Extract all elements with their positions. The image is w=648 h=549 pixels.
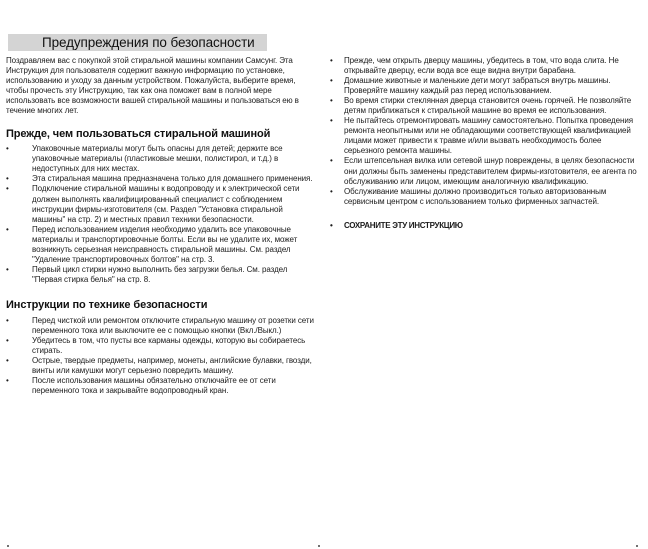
scan-dot-mark xyxy=(7,545,9,547)
bullet-icon: • xyxy=(6,356,9,366)
bullet-icon: • xyxy=(330,56,333,65)
save-instructions-notice: • СОХРАНИТЕ ЭТУ ИНСТРУКЦИЮ xyxy=(330,220,463,230)
bullet-icon: • xyxy=(6,376,9,386)
list-item: • Первый цикл стирки нужно выполнить без загрузки белья. См. раздел "Первая стирка белья" на стр. 8. xyxy=(6,264,288,284)
right-column xyxy=(330,56,642,231)
bullet-icon: • xyxy=(330,156,333,166)
bullet-icon: • xyxy=(6,174,9,184)
intro-paragraph: Поздравляем вас с покупкой этой стиральной машины компании Самсунг. Эта Инструкция для пользователя содержит важную информацию по установке, использованию и уходу за данным устройством. Пожалуйста, выберите время, чтобы прочесть эту Инструкцию, так как она поможет вам в полной мере использовать все возможности вашей стиральной машины и пользоваться ею в течение многих лет. xyxy=(6,56,299,116)
safety-list xyxy=(6,316,317,396)
bullet-icon: • xyxy=(6,264,9,274)
list-item: • Перед чисткой или ремонтом отключите стиральную машину от розетки сети переменного тока или выключите ее с помощью кнопки (Вкл./Выкл.) xyxy=(6,315,314,335)
bullet-icon: • xyxy=(330,220,333,230)
list-item: • Острые, твердые предметы, например, монеты, английские булавки, гвозди, винты или камушки могут серьезно повредить машину. xyxy=(6,356,312,376)
bullet-icon: • xyxy=(6,315,9,325)
bullet-icon: • xyxy=(330,186,333,196)
list-item: • После использования машины обязательно отключайте ее от сети переменного тока и закрывайте водопроводный кран. xyxy=(6,376,276,396)
bullet-icon: • xyxy=(330,96,333,106)
list-item: • Не пытайтесь отремонтировать машину самостоятельно. Попытка проведения ремонта неопытными или не обладающими соответствующей квалификацией лицами может привести к травме и/или вызвать необходимость более серьезного ремонта машины. xyxy=(330,116,633,156)
bullet-icon: • xyxy=(330,116,333,126)
list-item: • Убедитесь в том, что пусты все карманы одежды, которую вы собираетесь стирать. xyxy=(6,336,306,356)
before-use-list xyxy=(6,144,317,285)
scan-dot-mark xyxy=(636,545,638,547)
list-item: • Прежде, чем открыть дверцу машины, убедитесь в том, что вода слита. Не открывайте дверцу, если вода все еще видна внутри барабана. xyxy=(330,56,619,76)
section-heading-before-use: Прежде, чем пользоваться стиральной машиной xyxy=(6,128,271,141)
scan-dot-mark xyxy=(318,545,320,547)
bullet-icon: • xyxy=(330,76,333,86)
left-column xyxy=(6,56,317,396)
list-item: • Домашние животные и маленькие дети могут забраться внутрь машины. Проверяйте машину каждый раз перед использованием. xyxy=(330,76,611,96)
list-item: • Во время стирки стеклянная дверца становится очень горячей. Не позволяйте детям приближаться к стиральной машине во время ее использования. xyxy=(330,96,632,116)
list-item: • Обслуживание машины должно производиться только авторизованным сервисным центром с использованием только фирменных запчастей. xyxy=(330,186,607,206)
warnings-list xyxy=(330,56,642,231)
bullet-icon: • xyxy=(6,336,9,346)
list-item: • Если штепсельная вилка или сетевой шнур повреждены, в целях безопасности они должны быть заменены представителем фирмы-изготовителя, ее агента по обслуживанию или лицом, имеющим аналогичную квалификацию. xyxy=(330,156,637,186)
bullet-icon: • xyxy=(6,224,9,234)
section-heading-safety: Инструкции по технике безопасности xyxy=(6,298,208,311)
list-item: • Подключение стиральной машины к водопроводу и к электрической сети должен выполнять квалифицированный специалист с соблюдением инструкции фирмы-изготовителя (см. Раздел "Установка стиральной машины" на стр. 2) и местных правил техники безопасности. xyxy=(6,184,300,224)
list-item: • Упаковочные материалы могут быть опасны для детей; держите все упаковочные материалы (пластиковые мешки, полистирол, и т.д.) в недоступных для них местах. xyxy=(6,144,283,174)
list-item: • Эта стиральная машина предназначена только для домашнего применения. xyxy=(6,174,313,184)
page-title: Предупреждения по безопасности xyxy=(42,35,255,50)
bullet-icon: • xyxy=(6,144,9,154)
bullet-icon: • xyxy=(6,184,9,194)
list-item: • Перед использованием изделия необходимо удалить все упаковочные материалы и транспортировочные болты. Если вы не удалите их, может возникнуть серьезная неисправность стиральной машины. См. раздел "Удаление транспортировочных болтов" на стр. 3. xyxy=(6,224,298,264)
